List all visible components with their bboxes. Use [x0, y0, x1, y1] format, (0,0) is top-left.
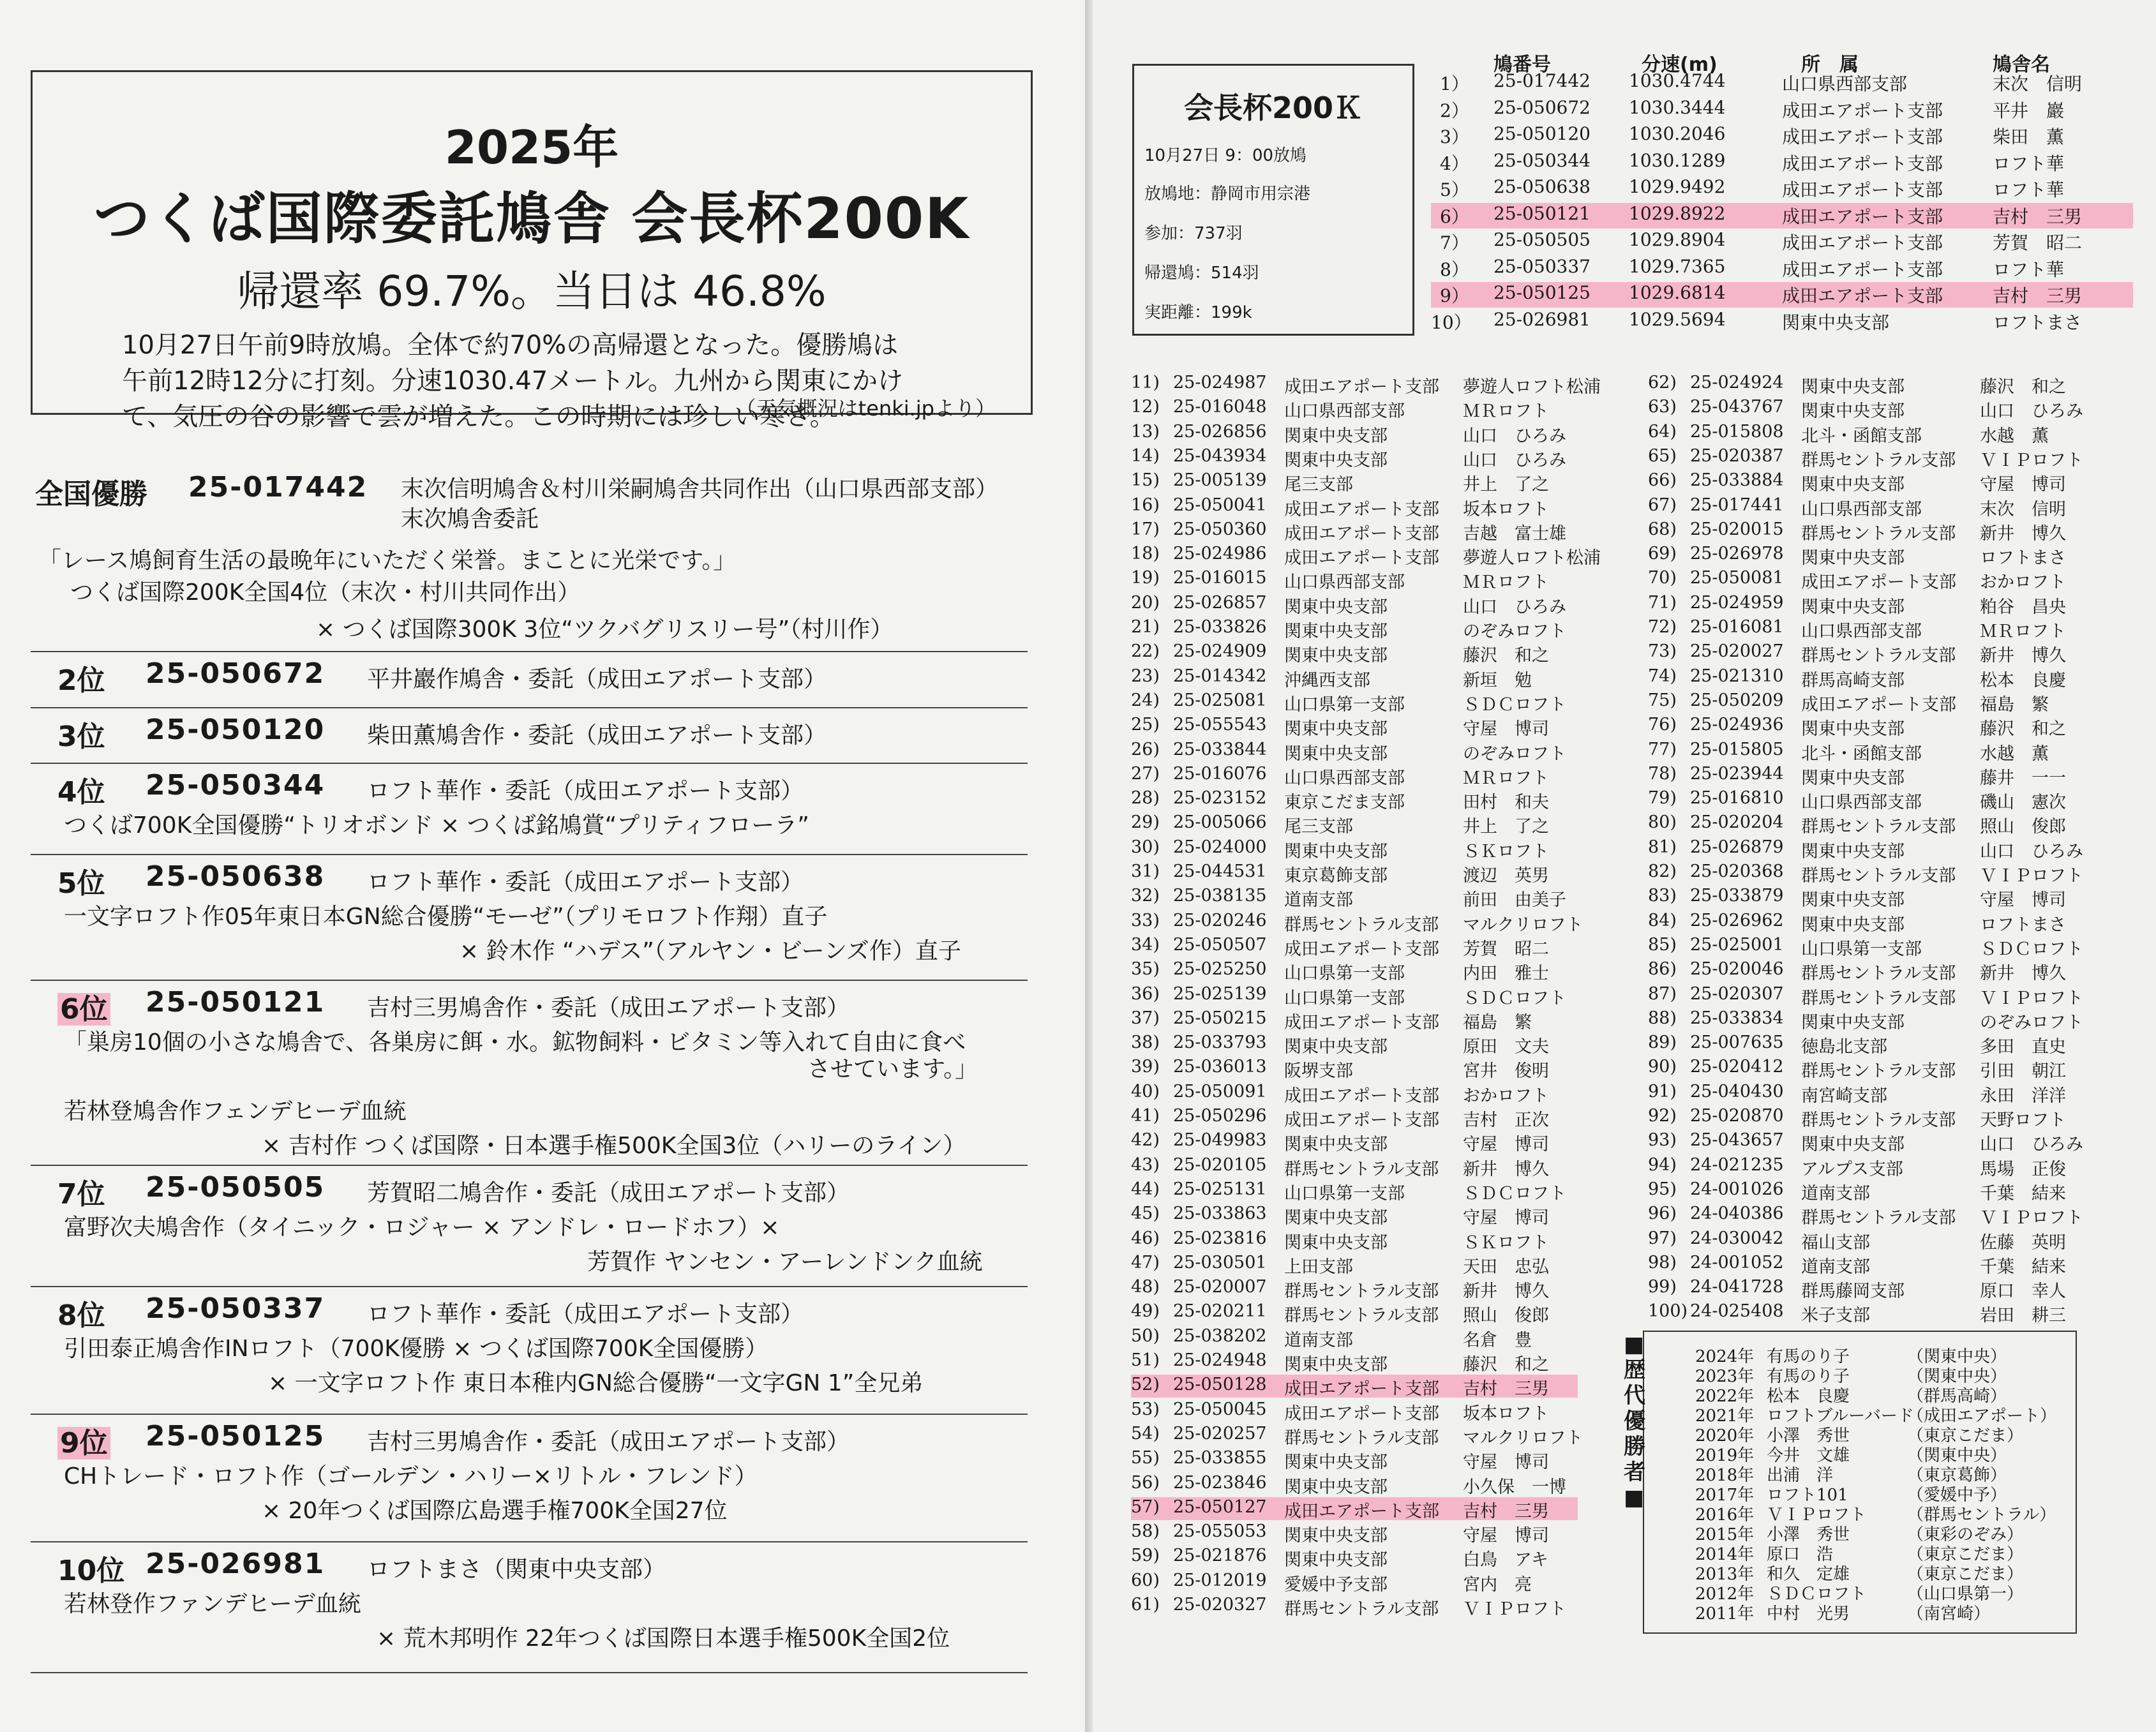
right-page [1093, 0, 2156, 1732]
result-row: 85) 25-025001 山口県第一支部 ＳＤＣロフト [1648, 934, 2083, 959]
result-row: 86) 25-020046 群馬セントラル支部 新井 博久 [1648, 959, 2066, 984]
result-row: 82) 25-020368 群馬セントラル支部 ＶＩＰロフト [1648, 862, 2083, 886]
winner-rank: 全国優勝 [35, 478, 147, 511]
place-pedigree-line: 「巣房10個の小さな鳩舎で、各巣房に餌・水。鉱物飼料・ビタミン等入れて自由に食べ [64, 1029, 966, 1056]
place-pedigree-line: CHトレード・ロフト作（ゴールデン・ハリー×リトル・フレンド） [64, 1463, 758, 1489]
page-spine [1085, 0, 1093, 1732]
result-row: 36) 25-025139 山口県第一支部 ＳＤＣロフト [1131, 983, 1566, 1008]
history-row: 2020年 小澤 秀世 （東京こだま） [1695, 1426, 2024, 1445]
place-pedigree-line: 一文字ロフト作05年東日本GN総合優勝“モーゼ”（プリモロフト作翔）直子 [64, 904, 828, 930]
top10-row: 5） 25-050638 1029.9492 成田エアポート支部 ロフト華 [1440, 176, 2065, 200]
place-rank: 10位 [57, 1555, 125, 1587]
result-row: 32) 25-038135 道南支部 前田 由美子 [1131, 886, 1566, 911]
result-row: 52) 25-050128 成田エアポート支部 吉村 三男 [1131, 1375, 1578, 1398]
history-row: 2018年 出浦 洋 （東京葛飾） [1695, 1466, 2007, 1485]
result-row: 18) 25-024986 成田エアポート支部 夢遊人ロフト松浦 [1131, 544, 1601, 569]
winner-quote: 「レース鳩飼育生活の最晩年にいただく栄誉。まことに光栄です。」 [38, 548, 737, 574]
result-row: 99) 24-041728 群馬藤岡支部 原口 幸人 [1648, 1277, 2066, 1302]
result-row: 51) 25-024948 関東中央支部 藤沢 和之 [1131, 1350, 1549, 1375]
race-title: 会長杯200Ｋ [1183, 91, 1363, 125]
place-pedigree-line: 芳賀作 ヤンセン・アーレンドンク血統 [587, 1249, 983, 1275]
result-row: 89) 25-007635 徳島北支部 多田 直史 [1648, 1033, 2066, 1057]
history-row: 2022年 松本 良慶 （群馬高崎） [1695, 1387, 2007, 1406]
top10-row: 1） 25-017442 1030.4744 山口県西部支部 末次 信明 [1440, 70, 2083, 94]
place-rank: 8位 [57, 1299, 105, 1332]
divider [31, 980, 1028, 981]
result-row: 63) 25-043767 関東中央支部 山口 ひろみ [1648, 397, 2083, 422]
result-row: 26) 25-033844 関東中央支部 のぞみロフト [1131, 739, 1566, 764]
history-title: ■歴代優勝者■ [1624, 1332, 1645, 1511]
place-owner: 柴田薫鳩舎作・委託（成田エアポート支部） [367, 722, 827, 749]
history-row: 2014年 原口 浩 （東京こだま） [1695, 1545, 2024, 1564]
result-row: 12) 25-016048 山口県西部支部 ＭＲロフト [1131, 397, 1549, 422]
result-row: 59) 25-021876 関東中央支部 白鳥 アキ [1131, 1546, 1548, 1571]
place-pedigree-line: させています。」 [807, 1056, 978, 1082]
top10-row: 4） 25-050344 1030.1289 成田エアポート支部 ロフト華 [1440, 149, 2065, 174]
result-row: 13) 25-026856 関東中央支部 山口 ひろみ [1131, 421, 1566, 446]
result-row: 61) 25-020327 群馬セントラル支部 ＶＩＰロフト [1131, 1595, 1566, 1619]
place-rank: 2位 [57, 664, 105, 697]
weather-credit: （天気概況はtenki.jpより） [735, 396, 996, 421]
returned: 帰還鳩：514羽 [1144, 264, 1259, 283]
place-owner: 吉村三男鳩舎作・委託（成田エアポート支部） [367, 1429, 850, 1455]
result-row: 94) 24-021235 アルプス支部 馬場 正俊 [1648, 1154, 2066, 1179]
result-row: 54) 25-020257 群馬セントラル支部 マルクリロフト [1131, 1423, 1583, 1448]
place-rank: 9位 [57, 1420, 110, 1461]
place-ring: 25-050125 [146, 1420, 326, 1452]
result-row: 84) 25-026962 関東中央支部 ロフトまさ [1648, 910, 2066, 935]
top10-row: 6） 25-050121 1029.8922 成田エアポート支部 吉村 三男 [1431, 203, 2133, 228]
headline-year: 2025年 [444, 121, 619, 174]
result-row: 50) 25-038202 道南支部 名倉 豊 [1131, 1325, 1532, 1350]
history-row: 2019年 今井 文雄 （関東中央） [1695, 1446, 2007, 1465]
result-row: 42) 25-049983 関東中央支部 守屋 博司 [1131, 1130, 1549, 1155]
place-pedigree-line: 富野次夫鳩舎作（タイニック・ロジャー × アンドレ・ロードホフ）× [64, 1214, 780, 1241]
result-row: 57) 25-050127 成田エアポート支部 吉村 三男 [1131, 1497, 1578, 1520]
result-row: 47) 25-030501 上田支部 天田 忠弘 [1131, 1252, 1549, 1277]
result-row: 65) 25-020387 群馬セントラル支部 ＶＩＰロフト [1648, 445, 2083, 470]
place-pedigree-line: 引田泰正鳩舎作INロフト（700K優勝 × つくば国際700K全国優勝） [64, 1336, 768, 1362]
release-time: 10月27日 9：00放鳩 [1144, 146, 1307, 165]
divider [31, 1672, 1028, 1673]
result-row: 37) 25-050215 成田エアポート支部 福島 繁 [1131, 1008, 1532, 1033]
result-row: 41) 25-050296 成田エアポート支部 吉村 正次 [1131, 1106, 1549, 1130]
headline-description: 10月27日午前9時放鳩。全体で約70%の高帰還となった。優勝鳩は 午前12時12分に打刻。分速1030.47メートル。九州から関東にかけ て、気圧の谷の影響で雲が増えた。この時期には珍しい寒さ。 [122, 331, 904, 431]
result-row: 19) 25-016015 山口県西部支部 ＭＲロフト [1131, 568, 1549, 593]
place-ring: 25-050120 [146, 713, 326, 746]
result-row: 78) 25-023944 関東中央支部 藤井 一一 [1648, 763, 2066, 788]
result-row: 70) 25-050081 成田エアポート支部 おかロフト [1648, 568, 2066, 593]
result-row: 58) 25-055053 関東中央支部 守屋 博司 [1131, 1521, 1549, 1546]
result-row: 64) 25-015808 北斗・函館支部 水越 薫 [1648, 421, 2049, 446]
divider [31, 707, 1028, 708]
result-row: 79) 25-016810 山口県西部支部 磯山 憲次 [1648, 788, 2066, 813]
result-row: 53) 25-050045 成田エアポート支部 坂本ロフト [1131, 1399, 1549, 1424]
result-row: 29) 25-005066 尾三支部 井上 了之 [1131, 812, 1549, 837]
place-rank: 7位 [57, 1178, 105, 1211]
place-owner: ロフト華作・委託（成田エアポート支部） [367, 869, 804, 895]
race-info-box [1132, 64, 1414, 336]
place-pedigree-line: つくば700K全国優勝“トリオボンド × つくば銘鳩賞“プリティフローラ” [64, 812, 809, 839]
place-pedigree-line: 若林登作ファンデヒーデ血統 [64, 1591, 361, 1617]
result-row: 30) 25-024000 関東中央支部 ＳＫロフト [1131, 837, 1549, 862]
result-row: 100) 24-025408 米子支部 岩田 耕三 [1648, 1301, 2066, 1326]
headline-box [31, 70, 1033, 431]
result-row: 20) 25-026857 関東中央支部 山口 ひろみ [1131, 592, 1566, 617]
divider [31, 1165, 1028, 1166]
result-row: 74) 25-021310 群馬高崎支部 松本 良慶 [1648, 666, 2066, 691]
place-ring: 25-050337 [146, 1292, 326, 1325]
result-row: 31) 25-044531 東京葛飾支部 渡辺 英男 [1131, 862, 1549, 886]
top10-row: 8） 25-050337 1029.7365 成田エアポート支部 ロフト華 [1440, 255, 2065, 280]
result-row: 15) 25-005139 尾三支部 井上 了之 [1131, 470, 1549, 495]
winner-sire: つくば国際200K全国4位（末次・村川共同作出） [70, 579, 581, 606]
result-row: 90) 25-020412 群馬セントラル支部 引田 朝江 [1648, 1057, 2066, 1082]
result-row: 60) 25-012019 愛媛中予支部 宮内 亮 [1131, 1570, 1532, 1595]
col-header-branch: 所 属 [1801, 54, 1859, 76]
result-row: 23) 25-014342 沖縄西支部 新垣 勉 [1131, 666, 1532, 691]
winner-dam: × つくば国際300K 3位“ツクバグリスリー号”（村川作） [316, 616, 894, 643]
result-row: 71) 25-024959 関東中央支部 粕谷 昌央 [1648, 592, 2066, 617]
history-row: 2021年 ロフトブルーバード（成田エアポート） [1695, 1407, 2057, 1426]
result-row: 22) 25-024909 関東中央支部 藤沢 和之 [1131, 641, 1549, 666]
result-row: 43) 25-020105 群馬セントラル支部 新井 博久 [1131, 1154, 1549, 1179]
result-row: 45) 25-033863 関東中央支部 守屋 博司 [1131, 1204, 1549, 1228]
distance: 実距離：199k [1144, 303, 1252, 322]
result-row: 55) 25-033855 関東中央支部 守屋 博司 [1131, 1448, 1549, 1473]
history-row: 2011年 中村 光男 （南宮崎） [1695, 1604, 1991, 1624]
winner-ring: 25-017442 [188, 471, 368, 504]
result-row: 87) 25-020307 群馬セントラル支部 ＶＩＰロフト [1648, 983, 2083, 1008]
divider [31, 763, 1028, 764]
place-pedigree-line: × 鈴木作 “ハデス”（アルヤン・ビーンズ作）直子 [460, 938, 961, 964]
place-ring: 25-026981 [146, 1548, 326, 1580]
result-row: 92) 25-020870 群馬セントラル支部 天野ロフト [1648, 1106, 2066, 1130]
divider [31, 1286, 1028, 1287]
place-pedigree-line: 若林登鳩舎作フェンデヒーデ血統 [64, 1098, 407, 1124]
result-row: 77) 25-015805 北斗・函館支部 水越 薫 [1648, 739, 2049, 764]
history-row: 2023年 有馬のり子 （関東中央） [1695, 1367, 2007, 1386]
place-pedigree-line: × 一文字ロフト作 東日本稚内GN総合優勝“一文字GN 1”全兄弟 [268, 1370, 924, 1396]
place-pedigree-line: × 20年つくば国際広島選手権700K全国27位 [262, 1498, 728, 1524]
place-owner: ロフト華作・委託（成田エアポート支部） [367, 1301, 804, 1327]
result-row: 38) 25-033793 関東中央支部 原田 文夫 [1131, 1033, 1549, 1057]
result-row: 33) 25-020246 群馬セントラル支部 マルクリロフト [1131, 910, 1583, 935]
place-pedigree-line: × 荒木邦明作 22年つくば国際日本選手権500K全国2位 [377, 1625, 950, 1652]
col-header-ring: 鳩番号 [1493, 54, 1551, 76]
entries: 参加：737羽 [1144, 224, 1243, 243]
result-row: 76) 25-024936 関東中央支部 藤沢 和之 [1648, 715, 2066, 740]
result-row: 69) 25-026978 関東中央支部 ロフトまさ [1648, 544, 2066, 569]
result-row: 83) 25-033879 関東中央支部 守屋 博司 [1648, 886, 2066, 911]
place-ring: 25-050672 [146, 657, 326, 690]
col-header-owner: 鳩舎名 [1993, 54, 2050, 76]
result-row: 17) 25-050360 成田エアポート支部 吉越 富士雄 [1131, 519, 1566, 544]
result-row: 91) 25-040430 南宮崎支部 永田 洋洋 [1648, 1081, 2066, 1106]
result-row: 93) 25-043657 関東中央支部 山口 ひろみ [1648, 1130, 2083, 1155]
place-ring: 25-050344 [146, 769, 326, 802]
result-row: 27) 25-016076 山口県西部支部 ＭＲロフト [1131, 763, 1549, 788]
result-row: 88) 25-033834 関東中央支部 のぞみロフト [1648, 1008, 2083, 1033]
result-row: 40) 25-050091 成田エアポート支部 おかロフト [1131, 1081, 1549, 1106]
result-row: 95) 24-001026 道南支部 千葉 結来 [1648, 1179, 2066, 1204]
result-row: 56) 25-023846 関東中央支部 小久保 一博 [1131, 1472, 1566, 1497]
top10-row: 7） 25-050505 1029.8904 成田エアポート支部 芳賀 昭二 [1440, 229, 2083, 253]
result-row: 68) 25-020015 群馬セントラル支部 新井 博久 [1648, 519, 2066, 544]
winner-loft: 末次鳩舎委託 [401, 506, 539, 532]
result-row: 96) 24-040386 群馬セントラル支部 ＶＩＰロフト [1648, 1204, 2083, 1228]
result-row: 34) 25-050507 成田エアポート支部 芳賀 昭二 [1131, 934, 1549, 959]
top10-row: 3） 25-050120 1030.2046 成田エアポート支部 柴田 薫 [1440, 123, 2065, 147]
place-rank: 5位 [57, 867, 105, 900]
result-row: 66) 25-033884 関東中央支部 守屋 博司 [1648, 470, 2066, 495]
place-owner: 吉村三男鳩舎作・委託（成田エアポート支部） [367, 995, 850, 1021]
result-row: 24) 25-025081 山口県第一支部 ＳＤＣロフト [1131, 690, 1566, 715]
result-row: 11) 25-024987 成田エアポート支部 夢遊人ロフト松浦 [1131, 373, 1601, 397]
release-site: 放鳩地：静岡市用宗港 [1144, 184, 1311, 204]
result-row: 67) 25-017441 山口県西部支部 末次 信明 [1648, 495, 2066, 519]
place-ring: 25-050505 [146, 1171, 326, 1204]
divider [31, 651, 1028, 652]
result-row: 73) 25-020027 群馬セントラル支部 新井 博久 [1648, 641, 2066, 666]
place-owner: ロフトまさ（関東中央支部） [367, 1557, 666, 1583]
place-ring: 25-050121 [146, 986, 326, 1019]
place-rank: 4位 [57, 776, 105, 809]
place-ring: 25-050638 [146, 860, 326, 893]
divider [31, 1414, 1028, 1415]
result-row: 49) 25-020211 群馬セントラル支部 照山 俊郎 [1131, 1301, 1549, 1326]
divider [31, 854, 1028, 855]
history-row: 2012年 ＳＤＣロフト （山口県第一） [1695, 1585, 2024, 1604]
result-row: 16) 25-050041 成田エアポート支部 坂本ロフト [1131, 495, 1549, 519]
result-row: 98) 24-001052 道南支部 千葉 結来 [1648, 1252, 2066, 1277]
result-row: 62) 25-024924 関東中央支部 藤沢 和之 [1648, 373, 2066, 397]
headline-subtitle: 帰還率 69.7%。当日は 46.8% [237, 267, 827, 316]
place-pedigree-line: × 吉村作 つくば国際・日本選手権500K全国3位（ハリーのライン） [262, 1133, 966, 1159]
place-owner: 芳賀昭二鳩舎作・委託（成田エアポート支部） [367, 1180, 850, 1206]
col-header-speed: 分速(m) [1642, 54, 1718, 76]
result-row: 28) 25-023152 東京こだま支部 田村 和夫 [1131, 788, 1549, 813]
result-row: 14) 25-043934 関東中央支部 山口 ひろみ [1131, 445, 1566, 470]
result-row: 39) 25-036013 阪堺支部 宮井 俊明 [1131, 1057, 1549, 1082]
history-box [1624, 1331, 2077, 1634]
result-row: 81) 25-026879 関東中央支部 山口 ひろみ [1648, 837, 2083, 862]
history-row: 2017年 ロフト101 （愛媛中予） [1695, 1486, 2007, 1505]
place-owner: 平井巖作鳩舎・委託（成田エアポート支部） [367, 666, 827, 692]
place-rank: 6位 [57, 986, 110, 1027]
history-row: 2024年 有馬のり子 （関東中央） [1695, 1347, 2007, 1366]
result-row: 25) 25-055543 関東中央支部 守屋 博司 [1131, 715, 1549, 740]
result-row: 72) 25-016081 山口県西部支部 ＭＲロフト [1648, 617, 2066, 641]
place-owner: ロフト華作・委託（成田エアポート支部） [367, 778, 804, 804]
result-row: 21) 25-033826 関東中央支部 のぞみロフト [1131, 617, 1566, 641]
top10-row: 9） 25-050125 1029.6814 成田エアポート支部 吉村 三男 [1431, 282, 2133, 308]
result-row: 75) 25-050209 成田エアポート支部 福島 繁 [1648, 690, 2049, 715]
history-row: 2016年 ＶＩＰロフト （群馬セントラル） [1695, 1505, 2056, 1525]
headline-title: つくば国際委託鳩舎 会長杯200K [93, 186, 970, 251]
result-row: 44) 25-025131 山口県第一支部 ＳＤＣロフト [1131, 1179, 1566, 1204]
result-row: 46) 25-023816 関東中央支部 ＳＫロフト [1131, 1228, 1549, 1253]
winner-breeder: 末次信明鳩舎＆村川栄嗣鳩舎共同作出（山口県西部支部） [401, 476, 999, 502]
top10-row: 2） 25-050672 1030.3444 成田エアポート支部 平井 巖 [1440, 96, 2065, 121]
history-row: 2013年 和久 定雄 （東京こだま） [1695, 1565, 2024, 1584]
result-row: 80) 25-020204 群馬セントラル支部 照山 俊郎 [1648, 812, 2066, 837]
result-row: 48) 25-020007 群馬セントラル支部 新井 博久 [1131, 1277, 1549, 1302]
result-row: 97) 24-030042 福山支部 佐藤 英明 [1648, 1228, 2066, 1253]
divider [31, 1541, 1028, 1542]
place-rank: 3位 [57, 720, 105, 753]
top10-row: 10） 25-026981 1029.5694 関東中央支部 ロフトまさ [1431, 308, 2083, 333]
history-row: 2015年 小澤 秀世 （東彩のぞみ） [1695, 1525, 2024, 1544]
result-row: 35) 25-025250 山口県第一支部 内田 雅士 [1131, 959, 1549, 984]
